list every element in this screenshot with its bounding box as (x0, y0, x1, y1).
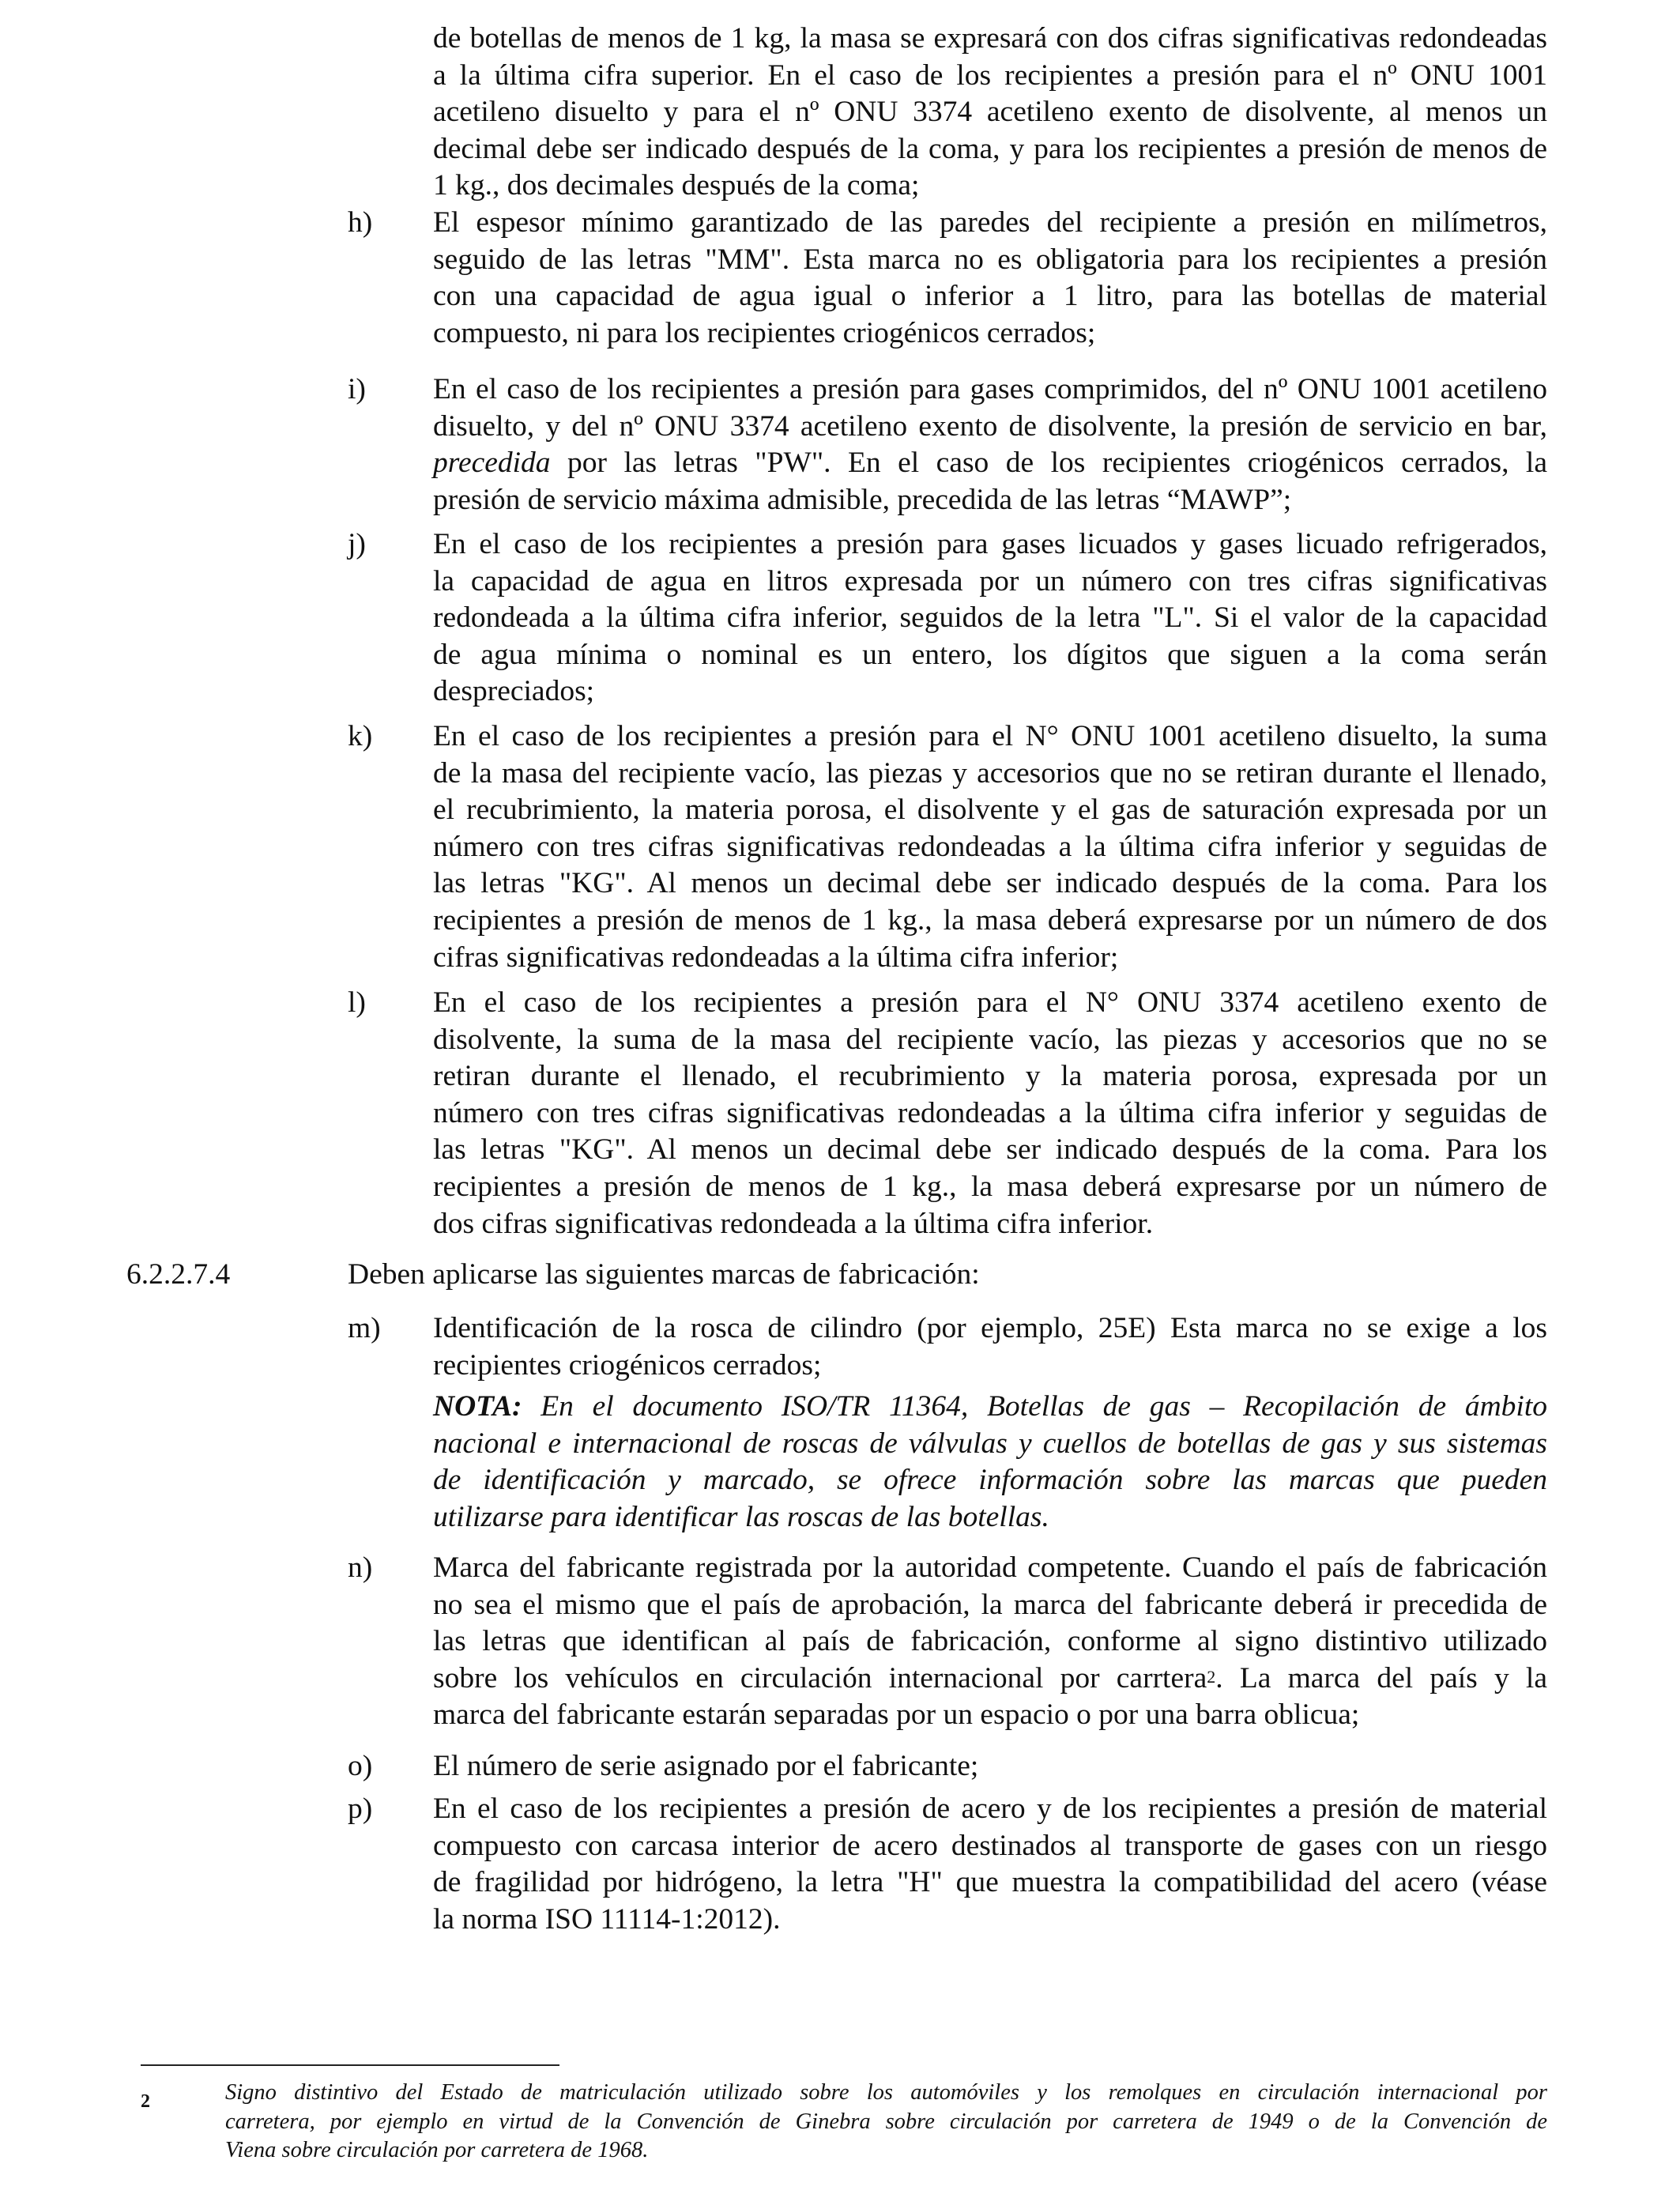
text-line: El número de serie asignado por el fabricante; (433, 1750, 979, 1782)
text-line: a la última cifra superior. En el caso de los recipientes a presión para el nº ONU 1001 (433, 58, 1547, 92)
italic-word: precedida (433, 447, 551, 480)
item-text (433, 1791, 1547, 1938)
text-line: El espesor mínimo garantizado de las paredes del recipiente a presión en milímetros, (433, 206, 1547, 239)
text-line: En el caso de los recipientes a presión para gases licuados y gases licuado refrigerados, (433, 528, 1547, 560)
section-number: 6.2.2.7.4 (126, 1258, 231, 1291)
text-line: de botellas de menos de 1 kg, la masa se expresará con dos cifras significativas redondeadas (433, 22, 1547, 55)
text-line: En el caso de los recipientes a presión para el N° ONU 3374 acetileno exento de (433, 986, 1547, 1019)
text-line: En el caso de los recipientes a presión de acero y de los recipientes a presión de material (433, 1793, 1547, 1825)
footnote-line: Signo distintivo del Estado de matriculación utilizado sobre los automóviles y los remolques en circulación internacional por (225, 2080, 1547, 2105)
footnote-reference[interactable]: 2 (1207, 1666, 1216, 1687)
text-line: marca del fabricante estarán separadas por un espacio o por una barra oblicua; (433, 1698, 1360, 1732)
text-line: disolvente, la suma de la masa del recipiente vacío, las piezas y accesorios que no se (433, 1023, 1547, 1056)
text-line: las letras "KG". Al menos un decimal debe ser indicado después de la coma. Para los (433, 1133, 1547, 1167)
note-line (433, 1389, 1547, 1426)
item-letter: m) (348, 1312, 381, 1344)
note-block (433, 1389, 1547, 1536)
text-line: disuelto, y del nº ONU 3374 acetileno exento de disolvente, la presión de servicio en bar, (433, 409, 1547, 443)
text-line: seguido de las letras "MM". Esta marca no es obligatoria para los recipientes a presión (433, 243, 1547, 276)
item-text (433, 718, 1547, 976)
item-text (433, 985, 1547, 1242)
text-line: las letras que identifican al país de fabricación, conforme al signo distintivo utilizado (433, 1625, 1547, 1658)
item-text (433, 1550, 1547, 1734)
text-line: recipientes a presión de menos de 1 kg., la masa deberá expresarse por un número de (433, 1170, 1547, 1203)
text-line: no sea el mismo que el país de aprobación, la marca del fabricante deberá ir precedida de (433, 1588, 1547, 1621)
note-line: de identificación y marcado, se ofrece información sobre las marcas que pueden (433, 1464, 1547, 1497)
text-line: presión de servicio máxima admisible, precedida de las letras “MAWP”; (433, 483, 1292, 516)
item-letter: k) (348, 720, 373, 752)
item-text (433, 371, 1547, 518)
text-line: compuesto con carcasa interior de acero destinados al transporte de gases con un riesgo (433, 1829, 1547, 1862)
item-text (433, 1748, 1547, 1785)
text-line: retiran durante el llenado, el recubrimiento y la materia porosa, expresada por un (433, 1060, 1547, 1093)
footnote-separator (141, 2064, 559, 2066)
text-line: En el caso de los recipientes a presión para el N° ONU 1001 acetileno disuelto, la suma (433, 720, 1547, 752)
item-text (433, 205, 1547, 352)
section-title: Deben aplicarse las siguientes marcas de fabricación: (348, 1258, 980, 1291)
text-line: acetileno disuelto y para el nº ONU 3374 acetileno exento de disolvente, al menos un (433, 96, 1547, 129)
text-line: número con tres cifras significativas redondeadas a la última cifra inferior y seguidas de (433, 830, 1547, 863)
text-span: sobre los vehículos en circulación internacional por carrtera (433, 1661, 1207, 1695)
text-line-precedida (433, 445, 1547, 482)
text-line: recipientes criogénicos cerrados; (433, 1348, 822, 1382)
footnote-line: carretera, por ejemplo en virtud de la Convención de Ginebra sobre circulación por carretera de 1949 o de la Convención de (225, 2109, 1547, 2134)
text-line: la capacidad de agua en litros expresada por un número con tres cifras significativas (433, 564, 1547, 598)
text-span: . La marca del país y la (1215, 1661, 1547, 1695)
footnote-text (225, 2079, 1547, 2166)
text-line: las letras "KG". Al menos un decimal debe ser indicado después de la coma. Para los (433, 867, 1547, 900)
text-line: cifras significativas redondeadas a la última cifra inferior; (433, 941, 1119, 974)
text-span: por las letras "PW". En el caso de los recipientes criogénicos cerrados, la (550, 447, 1547, 480)
text-line: despreciados; (433, 675, 595, 708)
footnote-line: Viena sobre circulación por carretera de 1968. (225, 2138, 649, 2162)
item-letter: h) (348, 206, 373, 239)
item-letter: n) (348, 1551, 373, 1584)
text-line: 1 kg., dos decimales después de la coma; (433, 169, 920, 202)
item-text (433, 526, 1547, 711)
note-text: En el documento ISO/TR 11364, Botellas de gas – Recopilación de ámbito (522, 1390, 1547, 1423)
text-line: compuesto, ni para los recipientes criogénicos cerrados; (433, 316, 1096, 349)
text-line: el recubrimiento, la materia porosa, el disolvente y el gas de saturación expresada por un (433, 794, 1547, 827)
note-line: nacional e internacional de roscas de válvulas y cuellos de botellas de gas y sus sistemas (433, 1427, 1547, 1460)
text-line: redondeada a la última cifra inferior, seguidos de la letra "L". Si el valor de la capacidad (433, 601, 1547, 635)
text-line: dos cifras significativas redondeada a la última cifra inferior. (433, 1207, 1154, 1240)
text-line: Identificación de la rosca de cilindro (por ejemplo, 25E) Esta marca no se exige a los (433, 1312, 1547, 1344)
intro-paragraph (433, 21, 1547, 205)
text-line: de fragilidad por hidrógeno, la letra "H" que muestra la compatibilidad del acero (véase (433, 1866, 1547, 1899)
text-line: número con tres cifras significativas redondeadas a la última cifra inferior y seguidas de (433, 1096, 1547, 1129)
note-line: utilizarse para identificar las roscas de las botellas. (433, 1500, 1049, 1533)
item-letter: i) (348, 373, 366, 405)
text-line: de agua mínima o nominal es un entero, los dígitos que siguen a la coma serán (433, 638, 1547, 671)
text-line: recipientes a presión de menos de 1 kg., la masa deberá expresarse por un número de dos (433, 903, 1547, 937)
item-letter: p) (348, 1793, 373, 1825)
footnote-mark: 2 (141, 2091, 150, 2112)
text-line: decimal debe ser indicado después de la coma, y para los recipientes a presión de menos de (433, 132, 1547, 165)
text-line: la norma ISO 11114-1:2012). (433, 1902, 781, 1936)
item-text (433, 1310, 1547, 1536)
text-line-with-footnote-ref (433, 1661, 1547, 1698)
item-letter: j) (348, 528, 366, 560)
note-label: NOTA: (433, 1390, 522, 1423)
text-line: de la masa del recipiente vacío, las piezas y accesorios que no se retiran durante el llenado, (433, 756, 1547, 790)
item-letter: o) (348, 1750, 373, 1782)
text-line: Marca del fabricante registrada por la autoridad competente. Cuando el país de fabricación (433, 1551, 1547, 1584)
text-line: con una capacidad de agua igual o inferior a 1 litro, para las botellas de material (433, 280, 1547, 313)
text-line: En el caso de los recipientes a presión para gases comprimidos, del nº ONU 1001 acetileno (433, 373, 1547, 405)
item-letter: l) (348, 986, 366, 1019)
